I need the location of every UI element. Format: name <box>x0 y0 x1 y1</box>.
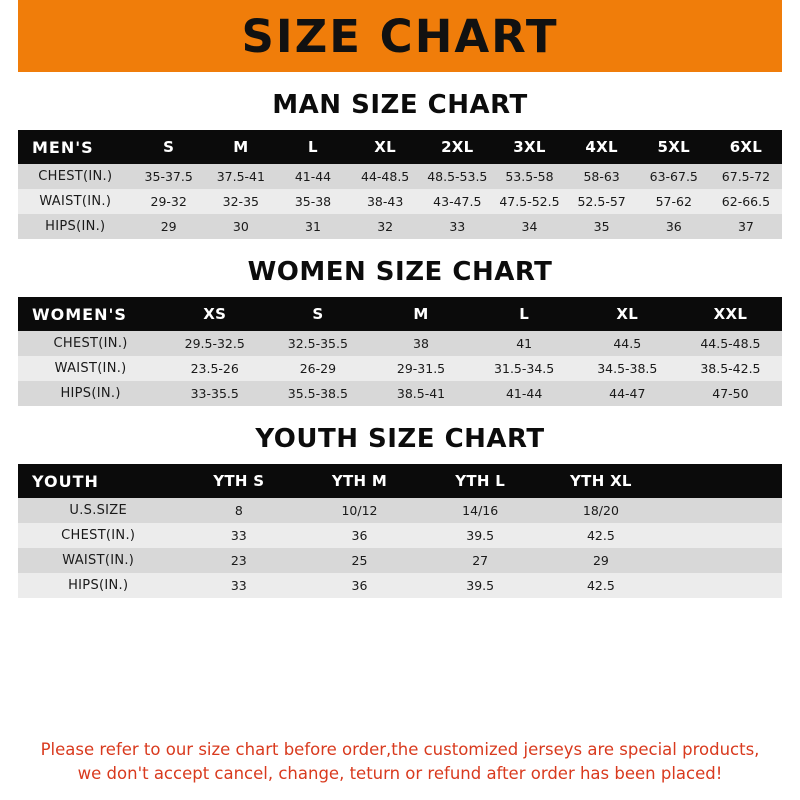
table-row <box>18 164 782 189</box>
section-youth <box>18 418 782 598</box>
men-hips-2xl: 33 <box>449 219 466 234</box>
women-chest-m: 38 <box>413 336 429 351</box>
men-chest-xl: 44-48.5 <box>361 169 410 184</box>
women-hips-xl: 44-47 <box>609 386 646 401</box>
men-hips-5xl: 36 <box>665 219 682 234</box>
women-chest-xxl: 44.5-48.5 <box>700 336 761 351</box>
men-header-6xl: 6XL <box>729 138 763 156</box>
table-row <box>18 331 782 356</box>
banner-edge-left <box>0 0 18 72</box>
women-waist-l: 31.5-34.5 <box>494 361 555 376</box>
women-header-label: WOMEN'S <box>32 304 127 324</box>
policy-note-line-2: we don't accept cancel, change, teturn or refund after order has been placed! <box>77 764 723 784</box>
women-chest-s: 32.5-35.5 <box>287 336 348 351</box>
women-header-xs: XS <box>203 305 227 323</box>
women-hips-s: 35.5-38.5 <box>287 386 348 401</box>
youth-row-label-ussize: U.S.SIZE <box>69 503 128 518</box>
men-hips-4xl: 35 <box>593 219 610 234</box>
men-header-xl: XL <box>374 138 396 156</box>
table-header-row <box>18 130 782 164</box>
youth-row-label-hips: HIPS(IN.) <box>68 578 129 593</box>
youth-hips-s: 33 <box>230 578 247 593</box>
women-header-xxl: XXL <box>713 305 748 323</box>
youth-ussize-empty <box>661 498 782 523</box>
men-hips-m: 30 <box>232 219 249 234</box>
men-waist-m: 32-35 <box>222 194 259 209</box>
women-waist-m: 29-31.5 <box>396 361 446 376</box>
women-waist-xs: 23.5-26 <box>190 361 239 376</box>
women-hips-m: 38.5-41 <box>396 386 446 401</box>
women-row-label-waist: WAIST(IN.) <box>54 361 127 376</box>
youth-chest-empty <box>661 523 782 548</box>
youth-row-label-waist: WAIST(IN.) <box>62 553 135 568</box>
section-title-women: WOMEN SIZE CHART <box>247 257 553 287</box>
youth-header-l: YTH L <box>455 472 506 490</box>
youth-header-empty <box>661 464 782 498</box>
table-row <box>18 523 782 548</box>
women-chest-xl: 44.5 <box>613 336 642 351</box>
youth-size-table <box>18 464 782 598</box>
men-header-2xl: 2XL <box>441 138 474 156</box>
women-chest-xs: 29.5-32.5 <box>184 336 245 351</box>
men-hips-3xl: 34 <box>521 219 538 234</box>
youth-header-s: YTH S <box>213 472 265 490</box>
table-row <box>18 498 782 523</box>
content <box>0 72 800 800</box>
men-chest-5xl: 63-67.5 <box>649 169 698 184</box>
table-row <box>18 381 782 406</box>
women-hips-xxl: 47-50 <box>712 386 749 401</box>
page-title: SIZE CHART <box>241 9 559 63</box>
men-row-label-chest: CHEST(IN.) <box>38 169 113 184</box>
men-header-m: M <box>233 138 249 156</box>
youth-hips-l: 39.5 <box>466 578 495 593</box>
men-hips-l: 31 <box>305 219 321 234</box>
women-header-m: M <box>413 305 429 323</box>
men-chest-3xl: 53.5-58 <box>505 169 554 184</box>
men-header-label: MEN'S <box>32 137 94 157</box>
youth-chest-xl: 42.5 <box>586 528 615 543</box>
women-waist-s: 26-29 <box>299 361 337 376</box>
men-waist-4xl: 52.5-57 <box>577 194 626 209</box>
table-header-row <box>18 297 782 331</box>
men-waist-s: 29-32 <box>150 194 187 209</box>
table-row <box>18 573 782 598</box>
youth-ussize-l: 14/16 <box>462 503 499 518</box>
youth-ussize-m: 10/12 <box>341 503 378 518</box>
men-header-s: S <box>163 138 175 156</box>
men-waist-5xl: 57-62 <box>655 194 692 209</box>
youth-chest-l: 39.5 <box>466 528 495 543</box>
men-chest-2xl: 48.5-53.5 <box>427 169 488 184</box>
table-row <box>18 214 782 239</box>
youth-hips-xl: 42.5 <box>586 578 615 593</box>
men-waist-l: 35-38 <box>294 194 332 209</box>
men-chest-6xl: 67.5-72 <box>721 169 771 184</box>
women-row-label-chest: CHEST(IN.) <box>53 336 128 351</box>
men-chest-4xl: 58-63 <box>583 169 620 184</box>
table-row <box>18 356 782 381</box>
men-row-label-waist: WAIST(IN.) <box>39 194 112 209</box>
youth-header-m: YTH M <box>331 472 388 490</box>
youth-hips-m: 36 <box>351 578 368 593</box>
youth-row-label-chest: CHEST(IN.) <box>61 528 136 543</box>
youth-header-xl: YTH XL <box>570 472 632 490</box>
men-waist-6xl: 62-66.5 <box>721 194 771 209</box>
youth-waist-empty <box>661 548 782 573</box>
banner <box>0 0 800 72</box>
section-title-men: MAN SIZE CHART <box>272 90 528 120</box>
women-hips-l: 41-44 <box>505 386 543 401</box>
men-size-table <box>18 130 782 239</box>
policy-note <box>18 728 782 800</box>
women-size-table <box>18 297 782 406</box>
youth-hips-empty <box>661 573 782 598</box>
men-header-5xl: 5XL <box>657 138 690 156</box>
men-header-4xl: 4XL <box>585 138 618 156</box>
women-waist-xxl: 38.5-42.5 <box>700 361 761 376</box>
women-waist-xl: 34.5-38.5 <box>597 361 658 376</box>
men-waist-xl: 38-43 <box>366 194 404 209</box>
women-header-l: L <box>519 305 530 323</box>
men-chest-m: 37.5-41 <box>216 169 265 184</box>
men-hips-xl: 32 <box>377 219 394 234</box>
section-men <box>18 84 782 239</box>
youth-waist-m: 25 <box>351 553 368 568</box>
women-chest-l: 41 <box>516 336 533 351</box>
women-header-xl: XL <box>616 305 639 323</box>
women-hips-xs: 33-35.5 <box>190 386 239 401</box>
youth-waist-s: 23 <box>230 553 247 568</box>
table-row <box>18 548 782 573</box>
section-women <box>18 251 782 406</box>
policy-note-line-1: Please refer to our size chart before order,the customized jerseys are special products, <box>40 740 760 760</box>
table-header-row <box>18 464 782 498</box>
youth-chest-m: 36 <box>351 528 368 543</box>
men-hips-6xl: 37 <box>737 219 754 234</box>
banner-edge-right <box>782 0 800 72</box>
youth-waist-l: 27 <box>472 553 489 568</box>
women-header-s: S <box>312 305 324 323</box>
youth-header-label: YOUTH <box>32 471 99 491</box>
youth-chest-s: 33 <box>230 528 247 543</box>
youth-ussize-s: 8 <box>234 503 243 518</box>
table-row <box>18 189 782 214</box>
youth-waist-xl: 29 <box>592 553 609 568</box>
men-header-l: L <box>308 138 318 156</box>
men-chest-s: 35-37.5 <box>144 169 193 184</box>
men-waist-3xl: 47.5-52.5 <box>499 194 560 209</box>
youth-ussize-xl: 18/20 <box>582 503 619 518</box>
women-row-label-hips: HIPS(IN.) <box>60 386 121 401</box>
men-row-label-hips: HIPS(IN.) <box>45 219 106 234</box>
men-hips-s: 29 <box>160 219 177 234</box>
men-chest-l: 41-44 <box>294 169 332 184</box>
men-header-3xl: 3XL <box>513 138 546 156</box>
section-title-youth: YOUTH SIZE CHART <box>255 424 545 454</box>
men-waist-2xl: 43-47.5 <box>433 194 482 209</box>
